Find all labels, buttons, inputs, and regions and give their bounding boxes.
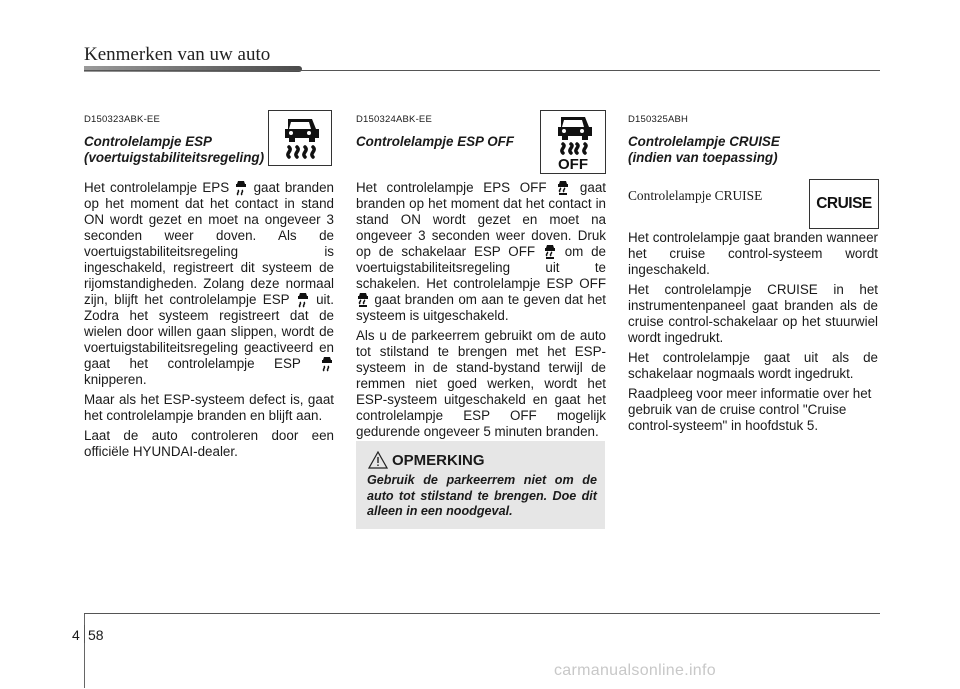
paragraph: Het controlelampje gaat uit als de schakelaar nogmaals wordt ingedrukt.	[628, 350, 878, 381]
paragraph: Het controlelampje CRUISE in het instrumentenpaneel gaat branden als de cruise control-schakelaar op het stuurwiel wordt ingedrukt.	[628, 282, 878, 345]
section-heading	[84, 134, 264, 180]
heading-line-2: (indien van toepassing)	[628, 150, 778, 165]
note-body: Gebruik de parkeerrem niet om de auto tot stilstand te brengen. Doe dit alleen in een noodgeval.	[367, 473, 597, 518]
note-title: OPMERKING	[392, 451, 485, 469]
text-run: gaat branden om aan te geven dat het systeem is uitgeschakeld.	[356, 292, 606, 323]
section-body	[356, 180, 606, 440]
heading-line-1: Controlelampje ESP	[84, 134, 212, 149]
paragraph: Laat de auto controleren door een officiële HYUNDAI-dealer.	[84, 428, 334, 459]
paragraph	[84, 180, 334, 388]
esp-off-inline-icon	[544, 244, 556, 260]
paragraph: Als u de parkeerrem gebruikt om de auto tot stilstand te brengen met het ESP-systeem in de stand-bystand terwijl de remmen niet goed werken, wordt het ESP-systeem uitgeschakeld en gaat het controlelampje ESP OFF mogelijk gedurende ongeveer 5 minuten branden.	[356, 328, 606, 439]
paragraph: Het controlelampje gaat branden wanneer het cruise control-systeem wordt ingeschakeld.	[628, 230, 878, 277]
section-heading: Controlelampje ESP OFF	[356, 134, 514, 149]
header-rule	[84, 70, 880, 71]
esp-inline-icon	[297, 292, 309, 308]
section-body	[628, 230, 878, 434]
esp-inline-icon	[321, 356, 333, 372]
esp-off-label: OFF	[558, 156, 588, 173]
cruise-icon-text: CRUISE	[816, 195, 872, 212]
text-run: gaat branden op het moment dat het contact in stand ON wordt gezet en moet na ongeveer 3 seconden weer doven. Als de voertuigstabiliteitsregeling is ingeschakeld, registreert dit systeem de rijomstandigheden. Zolang deze normaal zijn, blijft het controlelampje ESP	[84, 180, 334, 307]
paragraph: Maar als het ESP-systeem defect is, gaat het controlelampje branden en blijft aan.	[84, 392, 334, 423]
footer-divider	[84, 625, 85, 643]
sub-title: Controlelampje CRUISE	[628, 188, 763, 203]
esp-off-inline-icon	[357, 292, 369, 308]
esp-inline-icon	[235, 180, 247, 196]
section-esp	[84, 112, 334, 464]
header-accent-bar	[84, 66, 302, 72]
warning-triangle-icon	[368, 451, 388, 469]
note-header	[368, 451, 485, 469]
chapter-number: 4	[72, 627, 80, 643]
page-header-title: Kenmerken van uw auto	[84, 44, 271, 65]
text-run: uit. Zodra het systeem registreert dat de wielen door willen gaan slippen, wordt de voertuigstabiliteitsregeling geactiveerd en gaat het controlelampje ESP	[84, 292, 334, 371]
section-heading	[628, 134, 878, 166]
watermark: carmanualsonline.info	[554, 662, 716, 679]
footer-rule	[84, 613, 880, 614]
section-body	[84, 180, 334, 460]
esp-off-inline-icon	[557, 180, 569, 196]
paragraph: Raadpleeg voor meer informatie over het gebruik van de cruise control "Cruise control-systeem" in hoofdstuk 5.	[628, 386, 872, 433]
paragraph	[356, 180, 606, 324]
text-run: Het controlelampje EPS	[84, 180, 230, 195]
section-code: D150323ABK-EE	[84, 114, 161, 125]
text-run: om de voertuigstabiliteitsregeling uit te schakelen. Het controlelampje ESP OFF	[356, 244, 606, 291]
text-run: gaat branden op het moment dat het contact in stand ON wordt gezet en moet na ongeveer 3 seconden weer doven. Druk op de schakelaar ESP OFF	[356, 180, 606, 259]
text-run: knipperen.	[84, 372, 147, 387]
section-cruise	[628, 112, 878, 438]
section-code: D150324ABK-EE	[356, 114, 433, 125]
text-run: Het controlelampje EPS OFF	[356, 180, 547, 195]
heading-line-2: (voertuigstabiliteitsregeling)	[84, 150, 265, 165]
section-esp-off	[356, 112, 606, 444]
page-number: 58	[88, 627, 104, 643]
heading-line-1: Controlelampje CRUISE	[628, 134, 780, 149]
section-code: D150325ABH	[628, 114, 689, 125]
note-box	[356, 441, 605, 529]
